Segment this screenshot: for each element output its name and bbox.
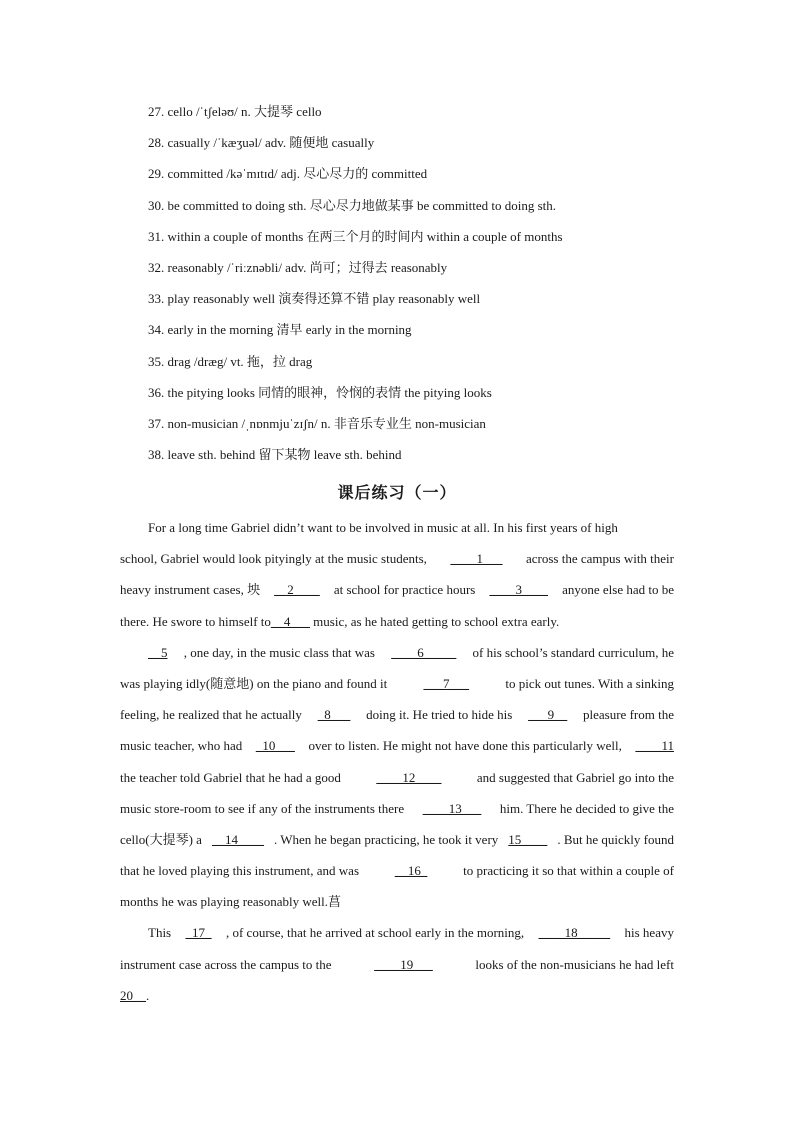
blank-1[interactable]: ____1___ — [450, 551, 503, 567]
vocab-item: 36. the pitying looks 同情的眼神，怜悯的表情 the pitying looks — [148, 384, 492, 400]
blank-5[interactable]: __5 — [148, 644, 168, 660]
passage-line — [120, 579, 674, 610]
vocab-item: 29. committed /kəˈmɪtɪd/ adj. 尽心尽力的 committed — [148, 166, 428, 182]
passage-text: doing it. He tried to hide his — [366, 707, 513, 723]
vocab-item: 27. cello /ˈtʃeləʊ/ n. 大提琴 cello — [148, 104, 322, 119]
passage-text: instrument case across the campus to the — [120, 956, 332, 972]
paragraph-2 — [120, 642, 674, 923]
vocab-item: 31. within a couple of months 在两三个月的时间内 within a couple of months — [148, 228, 563, 244]
passage-text: , of course, that he arrived at school early in the morning, — [225, 925, 525, 941]
passage-text: his heavy — [624, 925, 674, 941]
passage-text: feeling, he realized that he actually — [120, 707, 302, 723]
blank-7[interactable]: ___7___ — [423, 675, 470, 691]
passage-text: to practicing it so that within a couple of — [463, 863, 674, 879]
passage-line — [120, 954, 674, 985]
blank-11[interactable]: ____11 — [635, 738, 674, 754]
passage-line — [120, 767, 674, 798]
blank-20[interactable]: 20__ — [120, 987, 146, 1003]
passage-text: music, as he hated getting to school extra early. — [309, 613, 560, 629]
passage-text: music teacher, who had — [120, 738, 243, 754]
passage-line — [120, 891, 674, 922]
passage-line — [120, 829, 674, 860]
passage-line — [120, 611, 674, 642]
cloze-passage — [120, 517, 674, 1016]
passage-text: cello(大提琴) a — [120, 831, 202, 847]
passage-text: For a long time Gabriel didn’t want to be involved in music at all. In his first years of high — [148, 520, 618, 535]
vocab-item: 32. reasonably /ˈriːznəbli/ adv. 尚可；过得去 reasonably — [148, 259, 448, 275]
blank-17[interactable]: _17_ — [185, 925, 212, 941]
passage-text: that he loved playing this instrument, and was — [120, 863, 360, 879]
section-title: 课后练习（一） — [337, 483, 457, 502]
passage-text: anyone else had to be — [562, 582, 674, 598]
passage-text: school, Gabriel would look pityingly at the music students, — [120, 551, 427, 567]
passage-text: . — [146, 987, 150, 1003]
passage-line — [120, 642, 674, 673]
blank-18[interactable]: ____18_____ — [538, 925, 611, 941]
passage-text: there. He swore to himself to — [120, 613, 271, 629]
blank-2[interactable]: __2____ — [274, 582, 320, 598]
passage-text: and suggested that Gabriel go into the — [476, 769, 674, 785]
vocab-item: 30. be committed to doing sth. 尽心尽力地做某事 be committed to doing sth. — [148, 197, 557, 213]
passage-text: across the campus with their — [525, 551, 674, 567]
passage-text: months he was playing reasonably well.菖 — [120, 894, 341, 910]
blank-13[interactable]: ____13___ — [422, 800, 482, 816]
blank-16[interactable]: __16_ — [394, 863, 428, 879]
passage-line — [120, 798, 674, 829]
vocab-item: 38. leave sth. behind 留下某物 leave sth. behind — [148, 447, 402, 463]
vocab-item: 34. early in the morning 清早 early in the morning — [148, 322, 412, 338]
passage-line — [120, 704, 674, 735]
passage-line — [120, 548, 674, 579]
passage-text: . When he began practicing, he took it very — [273, 831, 499, 847]
vocabulary-list — [148, 101, 728, 475]
passage-text: This — [148, 925, 172, 941]
blank-15[interactable]: 15____ — [508, 831, 548, 847]
blank-19[interactable]: ____19___ — [374, 956, 433, 972]
passage-text: to pick out tunes. With a sinking — [505, 675, 674, 691]
passage-line — [120, 673, 674, 704]
passage-text: of his school’s standard curriculum, he — [472, 644, 674, 660]
paragraph-1 — [120, 517, 674, 642]
vocab-item: 37. non-musician /ˌnɒnmjuˈzɪʃn/ n. 非音乐专业生 non-musician — [148, 415, 486, 431]
passage-text: the teacher told Gabriel that he had a good — [120, 769, 341, 785]
passage-text: music store-room to see if any of the instruments there — [120, 800, 405, 816]
passage-text: pleasure from the — [583, 707, 674, 723]
passage-line — [120, 985, 674, 1016]
passage-line — [120, 860, 674, 891]
passage-line — [120, 735, 674, 766]
passage-text: , one day, in the music class that was — [183, 644, 375, 660]
blank-10[interactable]: _10___ — [255, 738, 295, 754]
blank-3[interactable]: ____3____ — [489, 582, 548, 598]
passage-text: looks of the non-musicians he had left — [475, 956, 674, 972]
blank-12[interactable]: ____12____ — [376, 769, 442, 785]
vocab-item: 35. drag /dræg/ vt. 拖，拉 drag — [148, 353, 313, 369]
vocab-item: 28. casually /ˈkæʒuəl/ adv. 随便地 casually — [148, 135, 375, 151]
passage-text: was playing idly(随意地) on the piano and found it — [120, 675, 388, 691]
blank-6[interactable]: ____6_____ — [391, 644, 457, 660]
passage-line — [120, 517, 674, 548]
passage-text: heavy instrument cases, 坱 — [120, 582, 261, 598]
blank-4[interactable]: __4___ — [270, 613, 310, 629]
vocab-item: 33. play reasonably well 演奏得还算不错 play reasonably well — [148, 291, 481, 307]
blank-8[interactable]: _8___ — [317, 707, 351, 723]
blank-14[interactable]: __14____ — [211, 831, 264, 847]
passage-line — [120, 922, 674, 953]
passage-text: him. There he decided to give the — [499, 800, 674, 816]
passage-text: over to listen. He might not have done this particularly well, — [308, 738, 622, 754]
blank-9[interactable]: ___9__ — [528, 707, 568, 723]
paragraph-3 — [120, 922, 674, 1016]
passage-text: . But he quickly found — [557, 831, 674, 847]
passage-text: at school for practice hours — [333, 582, 476, 598]
